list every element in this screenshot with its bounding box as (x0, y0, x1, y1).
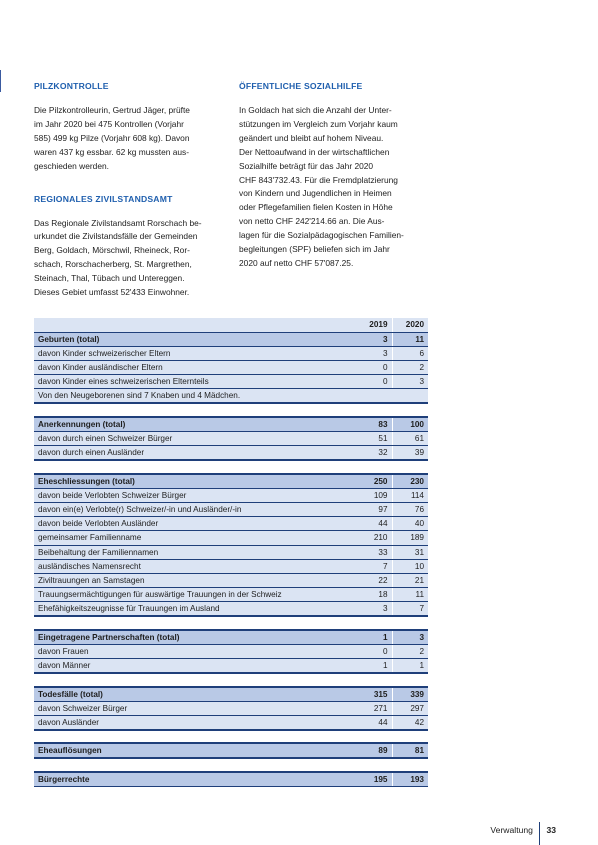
paragraph-line: CHF 843'732.43. Für die Fremdplatzierung (239, 174, 398, 185)
table-row (34, 659, 428, 674)
value-2020-cell: 230 (392, 474, 428, 489)
footer-divider (539, 822, 541, 845)
row-label-cell: gemeinsamer Familienname (34, 531, 356, 545)
table-row (34, 545, 428, 559)
value-2020-cell: 10 (392, 559, 428, 573)
row-label-cell: davon Ausländer (34, 715, 356, 730)
paragraph-line: begleitungen (SPF) beliefen sich im Jahr (239, 244, 390, 255)
value-2020-cell: 189 (392, 531, 428, 545)
row-label-cell: Anerkennungen (total) (34, 417, 356, 432)
row-label-cell: Ehefähigkeitszeugnisse für Trauungen im Ausland (34, 602, 356, 617)
value-2019-cell: 51 (356, 432, 392, 446)
spacer-cell (34, 673, 428, 687)
sozialhilfe-heading: ÖFFENTLICHE SOZIALHILFE (239, 81, 363, 91)
paragraph-line: oder Pflegefamilien fielen Kosten in Höhe (239, 202, 393, 213)
table-row (34, 361, 428, 375)
row-label-cell: davon beide Verlobten Schweizer Bürger (34, 488, 356, 502)
table-row (34, 375, 428, 389)
value-2019-cell: 271 (356, 701, 392, 715)
row-label-cell: davon Kinder schweizerischer Eltern (34, 346, 356, 360)
paragraph-line: im Jahr 2020 bei 475 Kontrollen (Vorjahr (34, 118, 184, 129)
row-label-cell: Eheauflösungen (34, 743, 356, 758)
right-column (239, 79, 439, 271)
table-total-row (34, 417, 428, 432)
table-total-row (34, 474, 428, 489)
table-row (34, 531, 428, 545)
paragraph-line: waren 437 kg essbar. 62 kg mussten aus- (34, 146, 190, 157)
paragraph-line: von netto CHF 242'214.66 an. Die Aus- (239, 216, 385, 227)
value-2019-cell: 1 (356, 659, 392, 674)
table-row (34, 517, 428, 531)
spacer-cell (34, 758, 428, 772)
value-2019-cell: 33 (356, 545, 392, 559)
paragraph-line: geschieden werden. (34, 160, 109, 171)
value-2020-cell: 42 (392, 715, 428, 730)
paragraph-line: Sozialhilfe beträgt für das Jahr 2020 (239, 160, 374, 171)
spacer-cell (34, 460, 428, 474)
table-row (34, 644, 428, 658)
table-row (34, 446, 428, 461)
value-2020-cell: 11 (392, 332, 428, 346)
table-total-row (34, 772, 428, 787)
paragraph-line: 585) 499 kg Pilze (Vorjahr 608 kg). Davon (34, 132, 190, 143)
table-note-row (34, 389, 428, 404)
zivilstandsamt-heading: REGIONALES ZIVILSTANDSAMT (34, 193, 173, 204)
value-2019-cell: 0 (356, 361, 392, 375)
footer-section-label: Verwaltung (490, 825, 533, 835)
paragraph-line: Dieses Gebiet umfasst 52'433 Einwohner. (34, 287, 190, 298)
value-2019-cell: 22 (356, 573, 392, 587)
value-2019-cell: 1 (356, 630, 392, 645)
spacer-cell (34, 403, 428, 417)
table-row (34, 346, 428, 360)
paragraph-line: In Goldach hat sich die Anzahl der Unter- (239, 105, 392, 115)
table-spacer-row (34, 403, 428, 417)
margin-mark (0, 70, 1, 92)
table-total-row (34, 332, 428, 346)
spacer-cell (34, 616, 428, 630)
paragraph-line: Das Regionale Zivilstandsamt Rorschach be- (34, 217, 202, 228)
table-total-row (34, 743, 428, 758)
table-spacer-row (34, 730, 428, 744)
value-2020-cell: 339 (392, 687, 428, 702)
value-2020-cell: 297 (392, 701, 428, 715)
value-2020-cell: 39 (392, 446, 428, 461)
table-row (34, 432, 428, 446)
row-label-cell: davon durch einen Ausländer (34, 446, 356, 461)
table-row (34, 715, 428, 730)
value-2020-cell: 76 (392, 503, 428, 517)
value-2019-cell: 0 (356, 375, 392, 389)
value-2020-cell: 31 (392, 545, 428, 559)
paragraph-line: lagen für die Sozialpädagogischen Familien- (239, 230, 404, 241)
row-label-cell: Bürgerrechte (34, 772, 356, 787)
value-2020-cell: 1 (392, 659, 428, 674)
value-2020-cell: 100 (392, 417, 428, 432)
table-spacer-row (34, 460, 428, 474)
paragraph-line: geändert und bleibt auf hohem Niveau. (239, 132, 384, 143)
value-2020-cell: 6 (392, 346, 428, 360)
table-row (34, 573, 428, 587)
value-2020-cell: 61 (392, 432, 428, 446)
value-2019-cell: 83 (356, 417, 392, 432)
row-label-cell: Eheschliessungen (total) (34, 474, 356, 489)
sozialhilfe-paragraph (239, 104, 439, 271)
row-label-cell: Geburten (total) (34, 332, 356, 346)
value-2020-cell: 193 (392, 772, 428, 787)
page-number: 33 (546, 825, 556, 835)
row-label-cell: davon Schweizer Bürger (34, 701, 356, 715)
table-spacer-row (34, 758, 428, 772)
value-2019-cell: 32 (356, 446, 392, 461)
value-2020-cell: 21 (392, 573, 428, 587)
paragraph-line: stützungen im Vergleich zum Vorjahr kaum (239, 118, 398, 129)
value-2019-cell: 3 (356, 346, 392, 360)
value-2019-cell: 97 (356, 503, 392, 517)
value-2019-cell: 3 (356, 602, 392, 617)
value-2019-cell: 315 (356, 687, 392, 702)
value-2019-cell: 3 (356, 332, 392, 346)
value-2019-cell: 250 (356, 474, 392, 489)
value-2019-cell: 44 (356, 715, 392, 730)
note-cell: Von den Neugeborenen sind 7 Knaben und 4 Mädchen. (34, 389, 428, 404)
row-label-cell: davon durch einen Schweizer Bürger (34, 432, 356, 446)
table-row (34, 488, 428, 502)
value-2020-cell: 2 (392, 644, 428, 658)
paragraph-line: Steinach, Thal, Tübach und Untereggen. (34, 273, 185, 284)
row-label-cell: Todesfälle (total) (34, 687, 356, 702)
table-total-row (34, 687, 428, 702)
table-spacer-row (34, 673, 428, 687)
row-label-cell: davon Kinder eines schweizerischen Elternteils (34, 375, 356, 389)
value-2019-cell: 0 (356, 644, 392, 658)
row-label-cell: davon beide Verlobten Ausländer (34, 517, 356, 531)
table-row (34, 602, 428, 617)
row-label-cell: davon Frauen (34, 644, 356, 658)
table-total-row (34, 630, 428, 645)
value-2019-cell: 44 (356, 517, 392, 531)
table-row (34, 559, 428, 573)
row-label-cell: davon Männer (34, 659, 356, 674)
pilzkontrolle-heading: PILZKONTROLLE (34, 81, 109, 91)
value-2019-cell: 18 (356, 588, 392, 602)
table-row (34, 503, 428, 517)
row-label-cell: Trauungsermächtigungen für auswärtige Trauungen in der Schweiz (34, 588, 356, 602)
pilzkontrolle-paragraph (34, 104, 234, 174)
value-2019-cell: 7 (356, 559, 392, 573)
value-2020-cell: 3 (392, 375, 428, 389)
row-label-cell: davon ein(e) Verlobte(r) Schweizer/-in und Ausländer/-in (34, 503, 356, 517)
paragraph-line: Berg, Goldach, Mörschwil, Rheineck, Ror- (34, 245, 190, 256)
row-label-cell: Eingetragene Partnerschaften (total) (34, 630, 356, 645)
left-column (34, 79, 234, 300)
table-spacer-row (34, 616, 428, 630)
row-label-cell: Beibehaltung der Familiennamen (34, 545, 356, 559)
zivilstand-statistics-table (34, 318, 428, 787)
paragraph-line: Die Pilzkontrolleurin, Gertrud Jäger, prüfte (34, 105, 190, 115)
paragraph-line: von Kindern und Jugendlichen in Heimen (239, 188, 392, 199)
value-2020-cell: 3 (392, 630, 428, 645)
value-2020-cell: 114 (392, 488, 428, 502)
row-label-cell: davon Kinder ausländischer Eltern (34, 361, 356, 375)
zivilstandsamt-paragraph (34, 217, 234, 300)
table-row (34, 588, 428, 602)
value-2019-cell: 210 (356, 531, 392, 545)
value-2020-cell: 40 (392, 517, 428, 531)
value-2020-cell: 11 (392, 588, 428, 602)
value-2019-cell: 89 (356, 743, 392, 758)
year-header-2019: 2019 (356, 318, 392, 332)
paragraph-line: urkundet die Zivilstandsfälle der Gemeinden (34, 231, 198, 242)
paragraph-line: schach, Rorschacherberg, St. Margrethen, (34, 259, 192, 270)
value-2019-cell: 109 (356, 488, 392, 502)
header-label-cell (34, 318, 356, 332)
paragraph-line: Der Nettoaufwand in der wirtschaftlichen (239, 146, 390, 157)
row-label-cell: ausländisches Namensrecht (34, 559, 356, 573)
table-row (34, 701, 428, 715)
value-2020-cell: 7 (392, 602, 428, 617)
row-label-cell: Ziviltrauungen an Samstagen (34, 573, 356, 587)
table-header-row (34, 318, 428, 332)
year-header-2020: 2020 (392, 318, 428, 332)
value-2019-cell: 195 (356, 772, 392, 787)
value-2020-cell: 2 (392, 361, 428, 375)
page-footer (490, 815, 556, 845)
spacer-cell (34, 730, 428, 744)
value-2020-cell: 81 (392, 743, 428, 758)
paragraph-line: 2020 auf netto CHF 57'087.25. (239, 257, 354, 268)
